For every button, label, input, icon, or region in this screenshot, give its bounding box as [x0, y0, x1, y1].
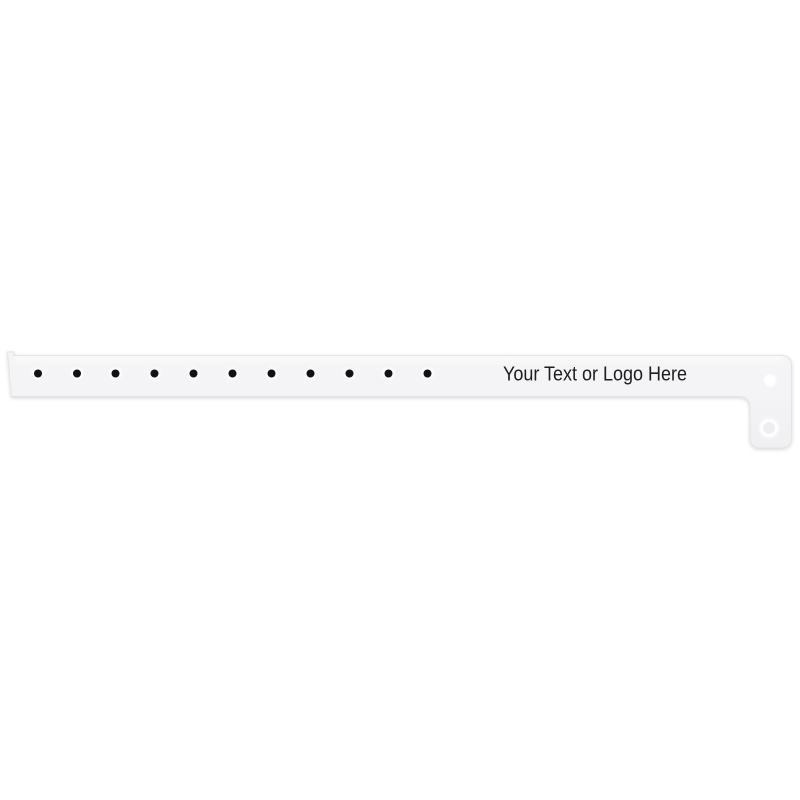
punch-hole: [341, 365, 358, 382]
punch-hole: [107, 365, 124, 382]
wristband-placeholder-text: Your Text or Logo Here: [503, 362, 687, 386]
punch-hole: [263, 365, 280, 382]
snap-hole-large-center: [763, 422, 775, 434]
punch-hole: [380, 365, 397, 382]
punch-hole: [224, 365, 241, 382]
punch-hole: [146, 365, 163, 382]
snap-hole-small: [762, 372, 779, 389]
punch-hole: [302, 365, 319, 382]
punch-hole: [419, 365, 436, 382]
punch-hole: [185, 365, 202, 382]
punch-hole: [69, 365, 86, 382]
punch-hole: [30, 365, 47, 382]
